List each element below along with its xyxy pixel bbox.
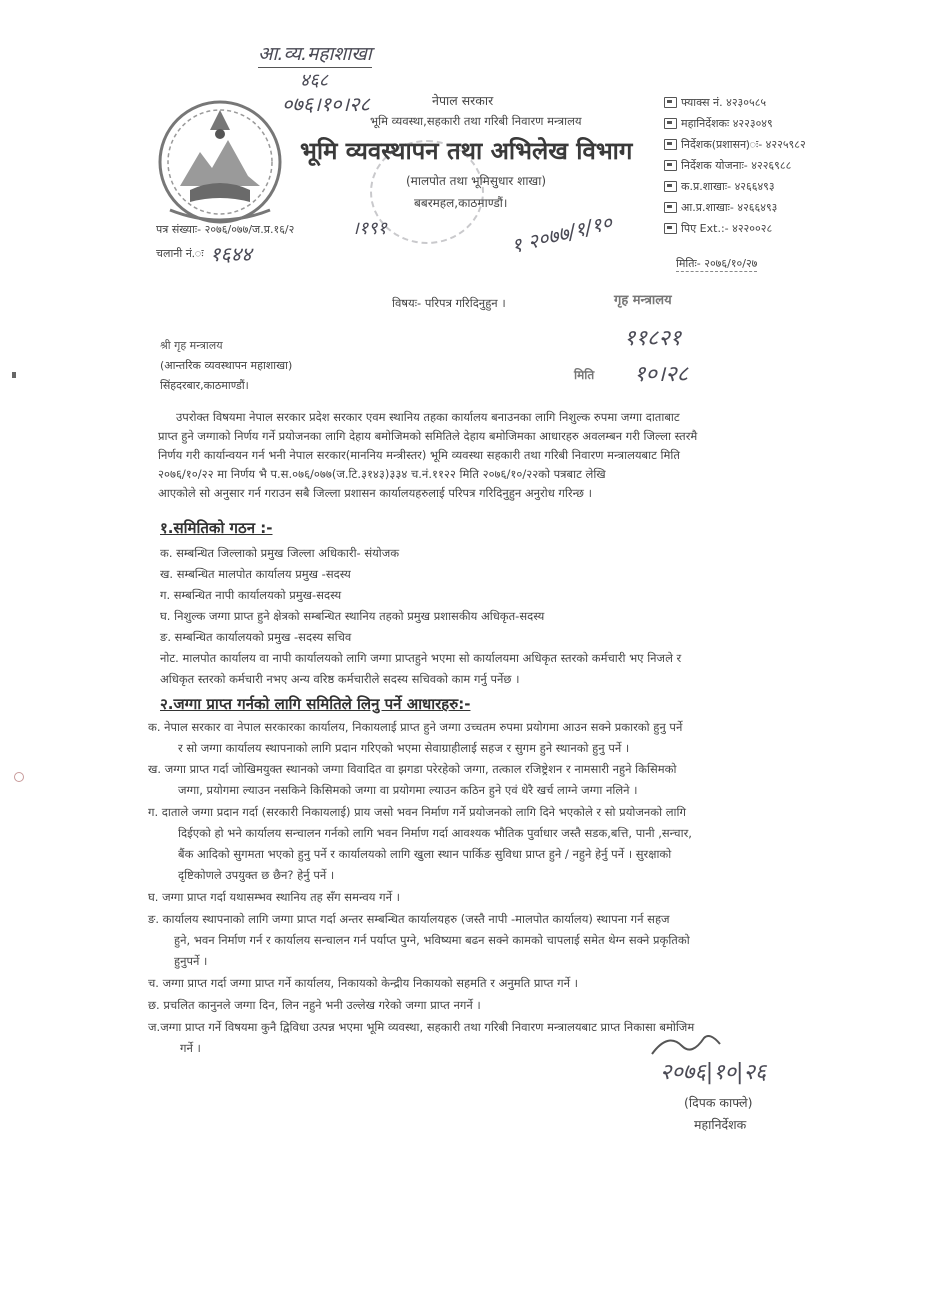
receipt-stamp bbox=[574, 288, 754, 388]
contact-phone bbox=[664, 134, 864, 155]
section1-note: अधिकृत स्तरको कर्मचारी नभए अन्य वरिष्ठ कर्मचारीले सदस्य सचिवको काम गर्नु पर्नेछ । bbox=[160, 672, 520, 686]
section2-item: ङ. कार्यालय स्थापनाको लागि जग्गा प्राप्त गर्दा अन्तर सम्बन्धित कार्यालयहरु (जस्तै नापी -मालपोत कार्यालय) स्थापना गर्न सहज bbox=[148, 912, 670, 926]
contact-text: निर्देशक योजनाः- ४२२६९८८ bbox=[681, 159, 792, 172]
receipt-stamp-office: गृह मन्त्रालय bbox=[614, 293, 672, 308]
phone-icon bbox=[664, 118, 677, 129]
government-name: नेपाल सरकार bbox=[432, 93, 494, 108]
phone-icon bbox=[664, 160, 677, 171]
receipt-number-handwritten: ११८२१ bbox=[624, 326, 682, 351]
contact-phone bbox=[664, 176, 864, 197]
section1-item: ग. सम्बन्धित नापी कार्यालयको प्रमुख-सदस्य bbox=[160, 588, 342, 602]
receipt-date-label: मिति bbox=[574, 368, 595, 382]
section2-item-continued: र सो जग्गा कार्यालय स्थापनाको लागि प्रदान गरिएको भएमा सेवाग्राहीलाई सहज र सुगम हुने स्थानको हुनु पर्ने । bbox=[178, 741, 630, 755]
receipt-date-handwritten: १०।२८ bbox=[634, 362, 689, 387]
handwritten-number: ४६८ bbox=[300, 70, 329, 91]
handwritten-annotation: १ २०७७/१/१० bbox=[508, 209, 615, 259]
section2-item: क. नेपाल सरकार वा नेपाल सरकारका कार्यालय, निकायलाई प्राप्त हुने जग्गा उच्चतम रुपमा प्रयोगमा आउन सक्ने प्रकारको हुनु पर्ने bbox=[148, 720, 683, 734]
reference-number-handwritten: ।१९१ bbox=[352, 218, 387, 239]
contact-phone bbox=[664, 113, 864, 134]
contact-text: निर्देशक(प्रशासन)ः- ४२२५९८२ bbox=[681, 138, 806, 151]
section2-item: घ. जग्गा प्राप्त गर्दा यथासम्भव स्थानिय तह सँग समन्वय गर्ने । bbox=[148, 890, 400, 904]
department-name: भूमि व्यवस्थापन तथा अभिलेख विभाग bbox=[300, 137, 633, 165]
section2-item-continued: हुनुपर्ने । bbox=[174, 954, 208, 968]
intro-line: निर्णय गरी कार्यान्वयन गर्न भनी नेपाल सरकार(माननिय मन्त्रीस्तर) भूमि व्यवस्था सहकारी तथा गरिबी निवारण मन्त्रालयबाट मिति bbox=[158, 448, 680, 462]
nepal-government-emblem bbox=[150, 90, 290, 230]
branch-name: (मालपोत तथा भूमिसुधार शाखा) bbox=[406, 174, 547, 188]
intro-line: २०७६/१०/२२ मा निर्णय भै प.स.०७६/०७७(ज.टि.३१४३)३३४ च.नं.११२२ मिति २०७६/१०/२२को पत्रबाट लेखि bbox=[158, 467, 606, 481]
section1-item: क. सम्बन्धित जिल्लाको प्रमुख जिल्ला अधिकारी- संयोजक bbox=[160, 546, 400, 560]
section2-item: छ. प्रचलित कानुनले जग्गा दिन, लिन नहुने भनी उल्लेख गरेको जग्गा प्राप्त नगर्ने । bbox=[148, 998, 481, 1012]
contact-text: पिए Ext.:- ४२२००२८ bbox=[681, 222, 773, 235]
handwritten-branch-note: आ.व्य.महाशाखा bbox=[258, 40, 372, 68]
recipient-address: सिंहदरबार,काठमाण्डौं। bbox=[160, 379, 249, 392]
section2-heading: २.जग्गा प्राप्त गर्नको लागि समितिले लिनु पर्ने आधारहरु:- bbox=[160, 695, 471, 713]
reference-number: पत्र संख्याः- २०७६/०७७/ज.प्र.१६/२ bbox=[156, 223, 295, 236]
section1-heading: १.समितिको गठन :- bbox=[160, 519, 273, 537]
phone-icon bbox=[664, 202, 677, 213]
section1-note: नोट. मालपोत कार्यालय वा नापी कार्यालयको लागि जग्गा प्राप्तहुने भएमा सो कार्यालयमा अधिकृत स्तरको कर्मचारी भए निजले र bbox=[160, 651, 682, 665]
section1-item: घ. निशुल्क जग्गा प्राप्त हुने क्षेत्रको सम्बन्धित स्थानिय तहको प्रमुख प्रशासकीय अधिकृत-सदस्य bbox=[160, 609, 545, 623]
section2-item-continued: गर्ने । bbox=[180, 1041, 201, 1055]
phone-icon bbox=[664, 181, 677, 192]
intro-line: उपरोक्त विषयमा नेपाल सरकार प्रदेश सरकार एवम स्थानिय तहका कार्यालय बनाउनका लागि निशुल्क रुपमा जग्गा दाताबाट bbox=[176, 410, 680, 424]
section2-item: ख. जग्गा प्राप्त गर्दा जोखिमयुक्त स्थानको जग्गा विवादित वा झगडा परेरहेको जग्गा, तत्काल रजिष्ट्रेशन र नामसारी नहुने किसिमको bbox=[148, 762, 677, 776]
section1-item: ख. सम्बन्धित मालपोत कार्यालय प्रमुख -सदस्य bbox=[160, 567, 351, 581]
signatory-title: महानिर्देशक bbox=[694, 1117, 747, 1132]
recipient-division: (आन्तरिक व्यवस्थापन महाशाखा) bbox=[160, 359, 293, 372]
section2-item-continued: दृष्टिकोणले उपयुक्त छ छैन? हेर्नु पर्ने । bbox=[178, 868, 335, 882]
section2-item-continued: दिईएको हो भने कार्यालय सन्चालन गर्नको लागि भवन निर्माण गर्दा आवश्यक भौतिक पुर्वाधार जस्तै सडक,बत्ति, पानी ,सन्चार, bbox=[178, 826, 692, 840]
letter-date: मितिः- २०७६/१०/२७ bbox=[676, 257, 758, 270]
signature-date-handwritten: २०७६|१०|२६ bbox=[660, 1060, 767, 1085]
dispatch-label: चलानी नं.ः bbox=[156, 247, 204, 260]
office-address: बबरमहल,काठमाण्डौं। bbox=[414, 196, 508, 210]
contact-phone bbox=[664, 155, 864, 176]
contact-phone bbox=[664, 218, 864, 239]
phone-icon bbox=[664, 223, 677, 234]
section2-item: च. जग्गा प्राप्त गर्दा जग्गा प्राप्त गर्ने कार्यालय, निकायको केन्द्रीय निकायको सहमति र अनुमति प्राप्त गर्ने । bbox=[148, 976, 578, 990]
fax-icon bbox=[664, 97, 677, 108]
handwritten-date: ०७६।१०।२८ bbox=[282, 92, 370, 116]
intro-line: आएकोले सो अनुसार गर्न गराउन सबै जिल्ला प्रशासन कार्यालयहरुलाई परिपत्र गरिदिनुहुन अनुरोध गरिन्छ । bbox=[158, 486, 592, 500]
section1-item: ङ. सम्बन्धित कार्यालयको प्रमुख -सदस्य सचिव bbox=[160, 630, 352, 644]
margin-mark bbox=[12, 372, 16, 378]
phone-icon bbox=[664, 139, 677, 150]
office-seal bbox=[370, 140, 484, 244]
contact-text: महानिर्देशकः ४२२३०४९ bbox=[681, 117, 773, 130]
section2-item: ज.जग्गा प्राप्त गर्ने विषयमा कुनै द्विविधा उत्पन्न भएमा भूमि व्यवस्था, सहकारी तथा गरिबी निवारण मन्त्रालयबाट प्राप्त निकासा बमोजिम bbox=[148, 1020, 695, 1034]
letter-subject: विषयः- परिपत्र गरिदिनुहुन । bbox=[392, 296, 506, 310]
section2-item-continued: जग्गा, प्रयोगमा ल्याउन नसकिने किसिमको जग्गा वा प्रयोगमा ल्याउन कठिन हुने एवं धेरै खर्च लाग्ने जग्गा नलिने । bbox=[178, 783, 638, 797]
contact-fax bbox=[664, 92, 864, 113]
intro-line: प्राप्त हुने जग्गाको निर्णय गर्ने प्रयोजनका लागि देहाय बमोजिमको समितिले देहाय बमोजिमका आधारहरु अवलम्बन गरी जिल्ला स्तरमै bbox=[158, 429, 698, 443]
ministry-name: भूमि व्यवस्था,सहकारी तथा गरिबी निवारण मन्त्रालय bbox=[370, 114, 582, 128]
section2-item-continued: हुने, भवन निर्माण गर्न र कार्यालय सन्चालन गर्न पर्याप्त पुग्ने, भविष्यमा बढन सक्ने कामको चापलाई समेत थेग्न सक्ने प्रकृतिको bbox=[174, 933, 690, 947]
recipient-office: श्री गृह मन्त्रालय bbox=[160, 339, 223, 352]
contact-text: आ.प्र.शाखाः- ४२६६४९३ bbox=[681, 201, 778, 214]
contact-text: फ्याक्स नं. ४२३०५८५ bbox=[681, 96, 767, 109]
contact-text: क.प्र.शाखाः- ४२६६४९३ bbox=[681, 180, 775, 193]
contact-list bbox=[664, 92, 864, 239]
dispatch-number-handwritten: १६४४ bbox=[210, 242, 252, 266]
section2-item-continued: बैंक आदिको सुगमता भएको हुनु पर्ने र कार्यालयको लागि खुला स्थान पार्किङ सुविधा प्राप्त हुने / नहुने हेर्नु पर्ने । सुरक्षाको bbox=[178, 847, 672, 861]
intro-paragraph bbox=[158, 408, 808, 503]
signatory-name: (दिपक काफ्ले) bbox=[684, 1095, 753, 1110]
margin-mark bbox=[14, 772, 24, 782]
contact-phone bbox=[664, 197, 864, 218]
section2-item: ग. दाताले जग्गा प्रदान गर्दा (सरकारी निकायलाई) प्राय जसो भवन निर्माण गर्ने प्रयोजनको लागि दिने भएकोले र सो प्रयोजनको लागि bbox=[148, 805, 686, 819]
